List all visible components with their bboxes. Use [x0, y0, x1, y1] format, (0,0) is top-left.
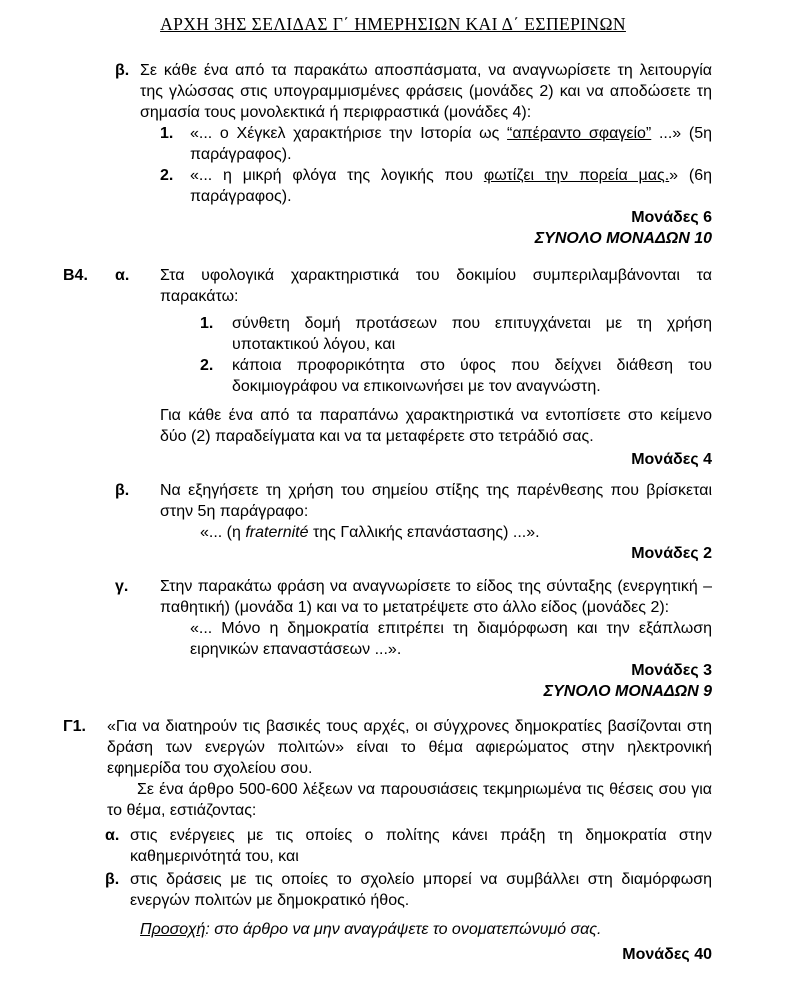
c1-item-b	[105, 869, 712, 911]
b4a-item-2-text: κάποια προφορικότητα στο ύφος που δείχνει διάθεση του δοκιμιογράφου να επικοινωνήσει με τον αναγνώστη.	[232, 357, 712, 395]
excerpt-item-2-number: 2.	[160, 167, 174, 184]
b4b-label: β.	[115, 482, 130, 499]
excerpt-item-2	[160, 165, 712, 207]
b4c-quote: «... Μόνο η δημοκρατία επιτρέπει τη διαμόρφωση και την εξάπλωση ειρηνικών επαναστάσεων ...».	[190, 620, 712, 658]
section-b4-label: Β4.	[63, 267, 88, 284]
c1-label: Γ1.	[63, 718, 86, 735]
excerpt-item-2-text	[190, 165, 712, 207]
b4a-outro: Για κάθε ένα από τα παραπάνω χαρακτηριστικά να εντοπίσετε στο κείμενο δύο (2) παραδείγματα και να τα μεταφέρετε στο τετράδιό σας.	[160, 407, 712, 445]
b4b-quote-row	[200, 522, 712, 543]
c1-note-row	[140, 919, 712, 940]
c1-item-b-text: στις δράσεις με τις οποίες το σχολείο μπορεί να συμβάλλει στη διαμόρφωση ενεργών πολιτών με δημοκρατικό ήθος.	[130, 871, 712, 909]
section-b4c	[115, 576, 712, 618]
b4a-label: α.	[115, 267, 130, 284]
section-c1	[63, 716, 712, 779]
b4a-item-1	[200, 313, 712, 355]
section-b3b-label: β.	[115, 62, 130, 79]
underlined-phrase-2: φωτίζει την πορεία μας.	[483, 167, 670, 184]
section-b4a	[63, 265, 712, 307]
total-b3: ΣΥΝΟΛΟ ΜΟΝΑΔΩΝ 10	[534, 230, 712, 247]
c1-paragraph-2-row	[107, 779, 712, 821]
b4c-intro: Στην παρακάτω φράση να αναγνωρίσετε το είδος της σύνταξης (ενεργητική – παθητική) (μονάδα 1) και να το μετατρέψετε στο άλλο είδος (μονάδες 2):	[160, 578, 712, 616]
b4b-quote-post: της Γαλλικής επανάστασης) ...».	[308, 524, 540, 541]
b4a-intro: Στα υφολογικά χαρακτηριστικά του δοκιμίου συμπεριλαμβάνονται τα παρακάτω:	[160, 267, 712, 305]
underlined-phrase-1: “απέραντο σφαγείο”	[507, 125, 652, 142]
b4b-quote	[200, 522, 540, 543]
b4c-label: γ.	[115, 578, 129, 595]
b4a-item-1-number: 1.	[200, 315, 214, 332]
section-b3b	[115, 60, 712, 123]
section-b4b	[115, 480, 712, 522]
marks-c1: Μονάδες 40	[622, 946, 712, 963]
total-b4: ΣΥΝΟΛΟ ΜΟΝΑΔΩΝ 9	[543, 683, 712, 700]
excerpt-2-post: » (6η παράγραφος).	[190, 167, 712, 205]
b4a-item-2	[200, 355, 712, 397]
c1-paragraph-1: «Για να διατηρούν τις βασικές τους αρχές, οι σύγχρονες δημοκρατίες βασίζονται στη δράση των ενεργών πολιτών» είναι το θέμα αφιερώματος στην ηλεκτρονική εφημερίδα του σχολείου σου.	[107, 718, 712, 777]
b4a-item-1-text: σύνθετη δομή προτάσεων που επιτυγχάνεται με τη χρήση υποτακτικού λόγου, και	[232, 315, 712, 353]
page-header	[0, 0, 786, 36]
b4b-quote-french-word: fraternité	[245, 524, 309, 541]
page-header-text: ΑΡΧΗ 3ΗΣ ΣΕΛΙΔΑΣ Γ΄ ΗΜΕΡΗΣΙΩΝ ΚΑΙ Δ΄ ΕΣΠΕΡΙΝΩΝ	[160, 14, 626, 34]
excerpt-item-1-text	[190, 123, 712, 165]
b4b-intro: Να εξηγήσετε τη χρήση του σημείου στίξης της παρένθεσης που βρίσκεται στην 5η παράγραφο:	[160, 482, 712, 520]
c1-note-text: : στο άρθρο να μην αναγράψετε το ονοματεπώνυμό σας.	[205, 921, 602, 938]
excerpt-item-1-number: 1.	[160, 125, 174, 142]
c1-item-a-label: α.	[105, 827, 120, 844]
excerpt-1-pre: «... ο Χέγκελ χαρακτήρισε την Ιστορία ως	[190, 125, 508, 142]
b4c-quote-row	[190, 618, 712, 660]
c1-item-a	[105, 825, 712, 867]
c1-note-attention-word: Προσοχή	[140, 921, 206, 938]
excerpt-item-1	[160, 123, 712, 165]
marks-b4b: Μονάδες 2	[631, 545, 712, 562]
c1-item-a-text: στις ενέργειες με τις οποίες ο πολίτης κάνει πράξη τη δημοκρατία στην καθημερινότητά του, και	[130, 827, 712, 865]
section-b3b-intro: Σε κάθε ένα από τα παρακάτω αποσπάσματα, να αναγνωρίσετε τη λειτουργία της γλώσσας στις υπογραμμισμένες φράσεις (μονάδες 2) και να αποδώσετε τη σημασία τους μονολεκτικά ή περιφραστικά (μονάδες 4):	[140, 62, 712, 121]
c1-paragraph-2: Σε ένα άρθρο 500-600 λέξεων να παρουσιάσεις τεκμηριωμένα τις θέσεις σου για το θέμα, εστιάζοντας:	[107, 781, 712, 819]
excerpt-2-pre: «... η μικρή φλόγα της λογικής που	[190, 167, 484, 184]
c1-item-b-label: β.	[105, 871, 120, 888]
b4b-quote-pre: «... (η	[200, 524, 246, 541]
c1-note	[140, 919, 601, 940]
marks-b4a: Μονάδες 4	[631, 451, 712, 468]
marks-b3b: Μονάδες 6	[631, 209, 712, 226]
marks-b4c: Μονάδες 3	[631, 662, 712, 679]
b4a-item-2-number: 2.	[200, 357, 214, 374]
b4a-outro-row	[160, 405, 712, 447]
excerpt-1-post: ...» (5η παράγραφος).	[190, 125, 713, 163]
